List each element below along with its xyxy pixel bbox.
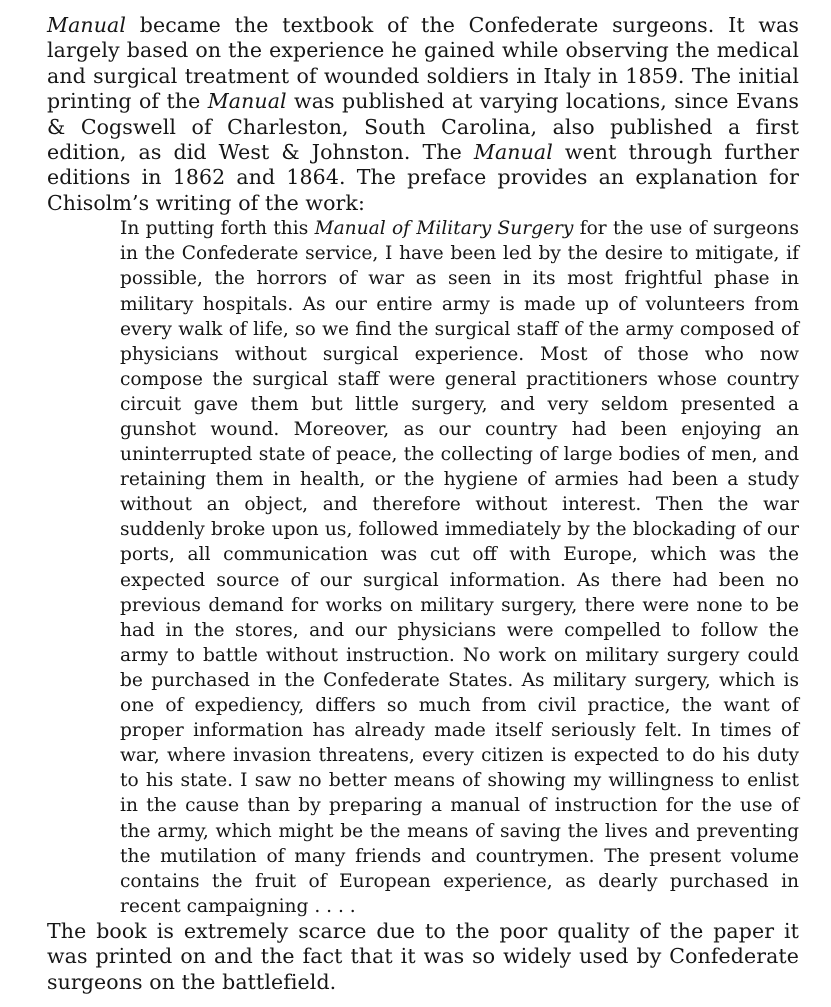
- intro-text-3: went through further editions in 1862 and 1864. The preface provides an explanation for Chisolm’s writing of the work:: [47, 140, 800, 215]
- quote-book-title: Manual of Military Surgery: [314, 218, 574, 240]
- manual-title-1: Manual: [47, 13, 126, 37]
- intro-text-2: was published at varying locations, since Evans & Cogswell of Charleston, South Carolina, also published a first edition, as did West & Johnston. The: [47, 89, 800, 165]
- quote-body: for the use of surgeons in the Confederate service, I have been led by the desire to mitigate, if possible, the horrors of war as seen in its most frightful phase in military hospitals. As our entire army is made up of volunteers from every walk of life, so we find the surgical staff of the army composed of physicians without surgical experience. Most of those who now compose the surgical staff were general practitioners whose country circuit gave them but little surgery, and very seldom presented a gunshot wound. Moreover, as our country had been enjoying an uninterrupted state of peace, the collecting of large bodies of men, and retaining them in health, or the hygiene of armies had been a study without an object, and therefore without interest. Then the war suddenly broke upon us, followed immediately by the blockading of our ports, all communication was cut off with Europe, which was the expected source of our surgical information. As there had been no previous demand for works on military surgery, there were none to be had in the stores, and our physicians were compelled to follow the army to battle without instruction. No work on military surgery could be purchased in the Confederate States. As military surgery, which is one of expediency, differs so much from civil practice, the want of proper information has already made itself seriously felt. In times of war, where invasion threatens, every citizen is expected to do his duty to his state. I saw no better means of showing my willingness to enlist in the cause than by preparing a manual of instruction for the use of the army, which might be the means of saving the lives and preventing the mutilation of many friends and countrymen. The present volume contains the fruit of European experience, as dearly purchased in recent campaigning . . . .: [120, 218, 799, 917]
- intro-paragraph: [47, 13, 799, 216]
- intro-text-1: became the textbook of the Confederate surgeons. It was largely based on the experience he gained while observing the medical and surgical treatment of wounded soldiers in Italy in 1859. The initial printing of the: [47, 13, 799, 114]
- manual-title-2: Manual: [207, 89, 287, 114]
- quote-lead: In putting forth this: [120, 218, 315, 240]
- closing-paragraph: The book is extremely scarce due to the poor quality of the paper it was printed on and the fact that it was so widely used by Confederate surgeons on the battlefield.: [47, 918, 799, 994]
- manual-title-3: Manual: [473, 140, 553, 165]
- preface-block-quote: [120, 216, 799, 919]
